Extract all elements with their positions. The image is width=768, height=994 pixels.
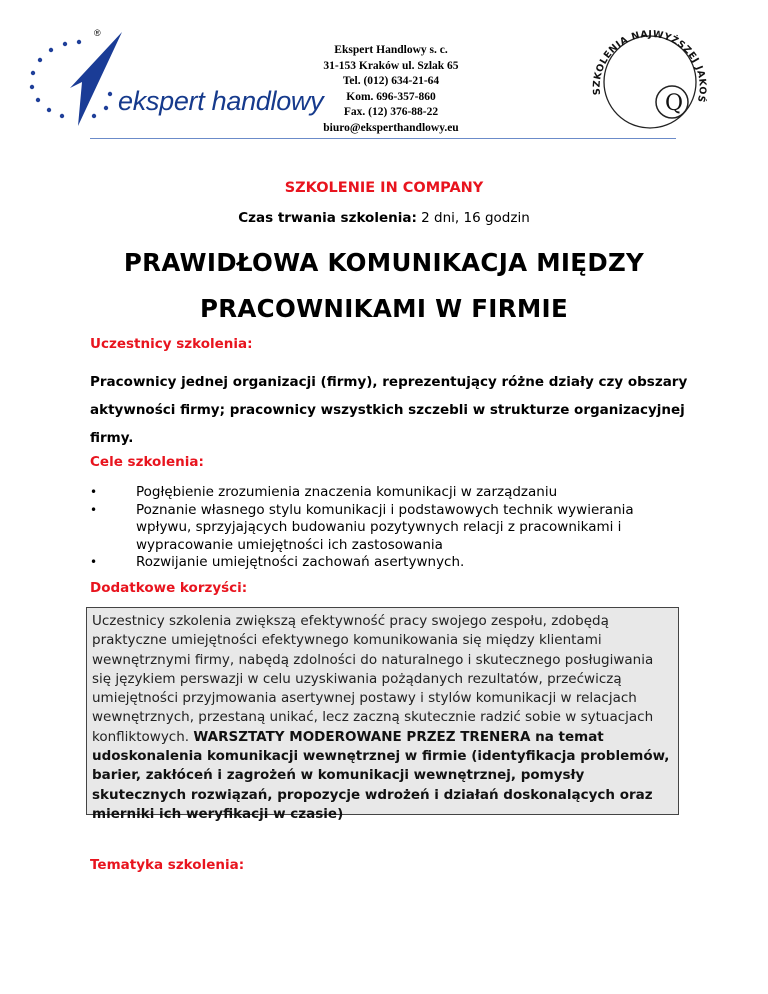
benefits-box <box>86 607 679 822</box>
goal-text: Poznanie własnego stylu komunikacji i podstawowych technik wywierania wpływu, sprzyjających budowaniu pozytywnych relacji z pracownikami i wypracowanie umiejętności ich zastosowania <box>136 501 634 553</box>
page-title <box>60 240 708 332</box>
seal-text: SZKOLENIA NAJWYŻSZEJ JAKOŚ <box>591 28 708 104</box>
quality-seal <box>590 22 710 132</box>
star-swoosh-icon <box>22 28 132 128</box>
in-company-label: SZKOLENIE IN COMPANY <box>284 180 484 196</box>
list-item <box>90 554 680 572</box>
logo-text: ekspert handlowy <box>118 86 324 116</box>
list-item <box>90 484 680 502</box>
company-fax: Fax. (12) 376-88-22 <box>343 106 439 119</box>
header-divider <box>90 138 676 139</box>
benefits-text: Uczestnicy szkolenia zwiększą efektywność pracy swojego zespołu, zdobędą praktyczne umiejętności efektywnego komunikowania się między klientami wewnętrznymi firmy, nabędą zdolności do naturalnego i skutecznego posługiwania się językiem perswazji w celu uzyskiwania pożądanych rezultatów, przećwiczą umiejętności przyjmowania asertywnej postawy i stylów komunikacji w relacjach wewnętrznych, przestaną unikać, lecz zaczną skutecznie radzić sobie w sytuacjach konfliktowych. <box>92 613 654 745</box>
company-phone: Tel. (012) 634-21-64 <box>342 75 440 88</box>
topics-heading: Tematyka szkolenia: <box>90 857 245 873</box>
company-mobile: Kom. 696-357-860 <box>346 90 436 103</box>
title-line-1: PRAWIDŁOWA KOMUNIKACJA MIĘDZY <box>123 248 645 277</box>
goals-list <box>90 484 680 572</box>
duration-label: Czas trwania szkolenia: <box>238 210 417 226</box>
title-line-2: PRACOWNIKAMI W FIRMIE <box>199 294 568 323</box>
company-logo <box>22 28 324 128</box>
duration-value: 2 dni, 16 godzin <box>421 210 530 226</box>
registered-mark: ® <box>94 28 101 38</box>
goals-heading: Cele szkolenia: <box>90 454 204 470</box>
svg-text:SZKOLENIA NAJWYŻSZEJ JAKOŚCI <box>590 22 708 104</box>
company-email: biuro@eksperthandlowy.eu <box>323 121 459 134</box>
list-item <box>90 502 680 555</box>
goal-text: Pogłębienie zrozumienia znaczenia komunikacji w zarządzaniu <box>136 484 558 500</box>
company-name: Ekspert Handlowy s. c. <box>334 44 448 56</box>
participants-heading: Uczestnicy szkolenia: <box>90 336 253 352</box>
bullet-icon: • <box>90 502 98 517</box>
goal-text: Rozwijanie umiejętności zachowań asertywnych. <box>136 554 465 570</box>
company-address: 31-153 Kraków ul. Szlak 65 <box>323 59 459 72</box>
bullet-icon: • <box>90 485 98 499</box>
benefits-heading: Dodatkowe korzyści: <box>90 580 248 596</box>
benefits-bold-text: WARSZTATY MODEROWANE PRZEZ TRENERA na temat udoskonalenia komunikacji wewnętrznej w firmie (identyfikacja problemów, barier, zakłóceń i zagrożeń w komunikacji wewnętrznej, pomysły skutecznych rozwiązań, propozycje wdrożeń i działań doskonalących oraz mierniki ich weryfikacji w czasie) <box>92 728 670 822</box>
quality-seal-icon <box>590 22 710 132</box>
seal-letter: Q <box>665 91 684 116</box>
duration-line <box>0 210 768 226</box>
bullet-icon: • <box>90 555 98 569</box>
contact-block <box>296 43 486 137</box>
participants-text: Pracownicy jednej organizacji (firmy), reprezentujący różne działy czy obszary aktywności firmy; pracownicy wszystkich szczebli w strukturze organizacyjnej firmy. <box>90 374 688 446</box>
